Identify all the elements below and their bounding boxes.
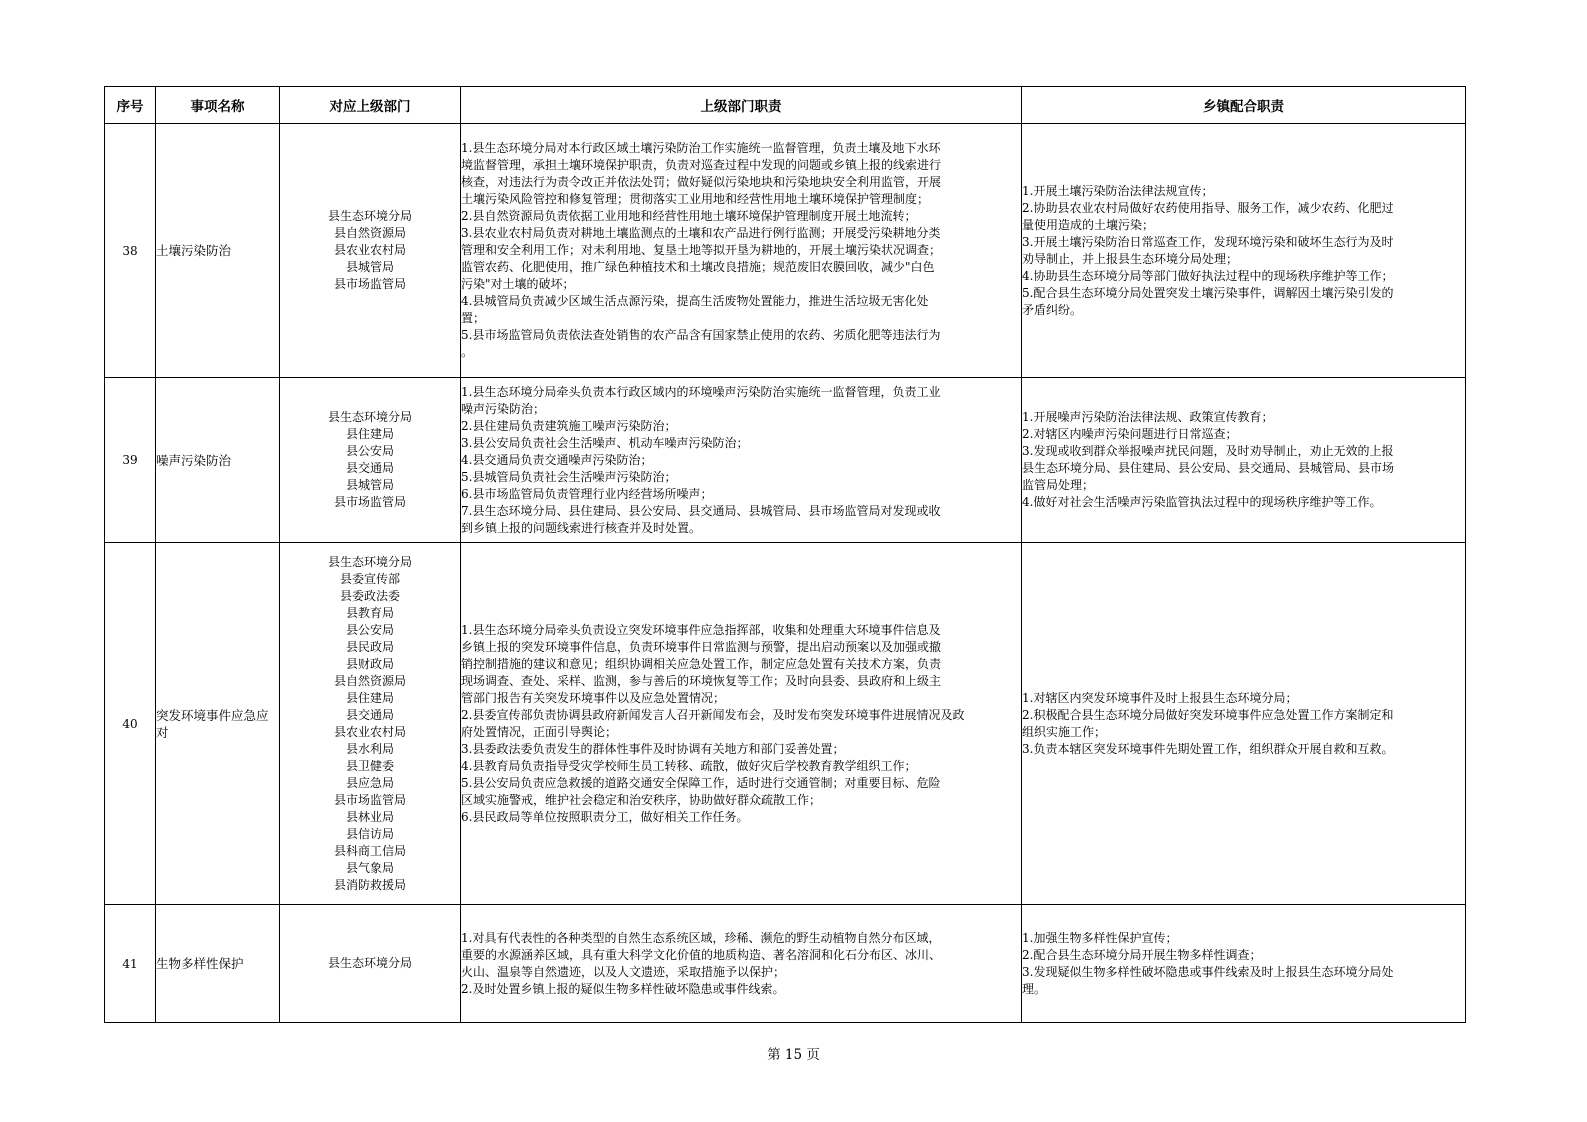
duty-line: 境监督管理，承担土壤环境保护职责，负责对巡查过程中发现的问题或乡镇上报的线索进行 [461, 158, 942, 172]
row-number: 39 [105, 378, 156, 543]
header-dept: 对应上级部门 [280, 87, 461, 124]
duty-line: 1.开展噪声污染防治法律法规、政策宣传教育； [1022, 410, 1274, 424]
duty-line: 4.县交通局负责交通噪声污染防治； [461, 452, 653, 467]
duty-line: 1.加强生物多样性保护宣传； [1022, 930, 1178, 945]
upper-duty [461, 378, 1022, 543]
dept-name: 县住建局 [345, 690, 394, 705]
dept-name: 县生态环境分局 [327, 554, 412, 569]
duty-line: 污染"对土壤的破坏； [461, 277, 575, 291]
duty-line: 到乡镇上报的问题线索进行核查并及时处置。 [461, 520, 702, 535]
town-duty [1022, 543, 1466, 905]
dept-name: 县消防救援局 [333, 877, 406, 892]
upper-duty [461, 905, 1022, 1023]
dept-list [280, 378, 461, 543]
header-town-duty: 乡镇配合职责 [1022, 87, 1466, 124]
duty-line: 监管局处理； [1022, 478, 1095, 492]
dept-name: 县财政局 [345, 656, 394, 671]
dept-name: 县卫健委 [345, 758, 394, 773]
duty-line: 。 [461, 345, 474, 359]
duty-line: 置； [461, 311, 486, 325]
duty-line: 乡镇上报的突发环境事件信息，负责环境事件日常监测与预警，提出启动预案以及加强或撤 [461, 639, 942, 654]
duty-table [104, 86, 1466, 1023]
table-row [105, 543, 1466, 905]
item-name: 突发环境事件应急应对 [156, 543, 280, 905]
duty-line: 现场调查、查处、采样、监测，参与善后的环境恢复等工作；及时向县委、县政府和上级主 [461, 673, 942, 688]
duty-line: 7.县生态环境分局、县住建局、县公安局、县交通局、县城管局、县市场监管局对发现或收 [461, 503, 941, 518]
duty-line: 6.县市场监管局负责管理行业内经营场所噪声； [461, 486, 713, 501]
duty-line: 1.开展土壤污染防治法律法规宣传； [1022, 183, 1214, 198]
duty-line: 矛盾纠纷。 [1022, 302, 1083, 317]
dept-name: 县生态环境分局 [327, 410, 412, 424]
dept-name: 县信访局 [345, 826, 394, 841]
upper-duty [461, 124, 1022, 378]
duty-line: 4.做好对社会生活噪声污染监管执法过程中的现场秩序维护等工作。 [1022, 495, 1382, 509]
duty-line: 5.配合县生态环境分局处置突发土壤污染事件，调解因土壤污染引发的 [1022, 285, 1394, 300]
duty-line: 2.县住建局负责建筑施工噪声污染防治； [461, 418, 677, 433]
duty-line: 2.县委宣传部负责协调县政府新闻发言人召开新闻发布会，及时发布突发环境事件进展情况及政 [461, 707, 965, 722]
town-duty [1022, 124, 1466, 378]
duty-line: 2.协助县农业农村局做好农药使用指导、服务工作，减少农药、化肥过 [1022, 200, 1394, 215]
duty-line: 3.县公安局负责社会生活噪声、机动车噪声污染防治； [461, 435, 749, 450]
item-name: 土壤污染防治 [156, 124, 280, 378]
upper-duty [461, 543, 1022, 905]
row-number: 40 [105, 543, 156, 905]
dept-name: 县委宣传部 [339, 571, 400, 586]
table-row [105, 905, 1466, 1023]
header-row [105, 87, 1466, 124]
dept-name: 县农业农村局 [333, 724, 406, 739]
dept-name: 县市场监管局 [333, 495, 406, 509]
dept-name: 县公安局 [345, 622, 394, 637]
table-row [105, 378, 1466, 543]
dept-name: 县科商工信局 [333, 843, 406, 858]
dept-name: 县民政局 [345, 639, 394, 654]
dept-name: 县城管局 [345, 478, 394, 492]
duty-line: 区域实施警戒，维护社会稳定和治安秩序，协助做好群众疏散工作； [461, 792, 822, 807]
dept-list [280, 124, 461, 378]
dept-name: 县公安局 [345, 444, 394, 458]
duty-line: 3.发现疑似生物多样性破坏隐患或事件线索及时上报县生态环境分局处 [1022, 964, 1394, 979]
page-number: 第 15 页 [767, 1047, 820, 1063]
duty-line: 4.县教育局负责指导受灾学校师生员工转移、疏散，做好灾后学校教育教学组织工作； [461, 758, 917, 773]
duty-line: 4.县城管局负责减少区域生活点源污染，提高生活废物处置能力，推进生活垃圾无害化处 [461, 294, 929, 308]
duty-line: 6.县民政局等单位按照职责分工，做好相关工作任务。 [461, 809, 749, 824]
duty-line: 1.县生态环境分局牵头负责本行政区域内的环境噪声污染防治实施统一监督管理，负责工业 [461, 384, 941, 399]
duty-line: 5.县城管局负责社会生活噪声污染防治； [461, 469, 677, 484]
header-seq: 序号 [105, 87, 156, 124]
duty-line: 2.县自然资源局负责依据工业用地和经营性用地土壤环境保护管理制度开展土地流转； [461, 209, 917, 223]
dept-name: 县城管局 [345, 260, 394, 274]
duty-line: 3.县委政法委负责发生的群体性事件及时协调有关地方和部门妥善处置； [461, 741, 845, 756]
duty-line: 1.县生态环境分局对本行政区域土壤污染防治工作实施统一监督管理，负责土壤及地下水环 [461, 141, 941, 155]
duty-line: 3.发现或收到群众举报噪声扰民问题，及时劝导制止，劝止无效的上报 [1022, 444, 1394, 458]
dept-name: 县市场监管局 [333, 792, 406, 807]
dept-name: 县市场监管局 [333, 277, 406, 291]
dept-list [280, 905, 461, 1023]
duty-line: 1.县生态环境分局牵头负责设立突发环境事件应急指挥部，收集和处理重大环境事件信息及 [461, 622, 941, 637]
duty-line: 组织实施工作； [1022, 724, 1107, 739]
dept-name: 县应急局 [345, 775, 394, 790]
dept-name: 县林业局 [345, 809, 394, 824]
duty-line: 核查，对违法行为责令改正并依法处罚；做好疑似污染地块和污染地块安全利用监管，开展 [461, 175, 942, 189]
dept-name: 县交通局 [345, 707, 394, 722]
table-body [105, 124, 1466, 1023]
item-name: 噪声污染防治 [156, 378, 280, 543]
table-row [105, 124, 1466, 378]
dept-name: 县水利局 [345, 741, 394, 756]
town-duty [1022, 378, 1466, 543]
duty-line: 监管农药、化肥使用，推广绿色种植技术和土壤改良措施；规范废旧农膜回收，减少"白色 [461, 260, 935, 274]
dept-name: 县气象局 [345, 860, 394, 875]
row-number: 38 [105, 124, 156, 378]
duty-line: 2.及时处置乡镇上报的疑似生物多样性破坏隐患或事件线索。 [461, 981, 785, 996]
duty-line: 管部门报告有关突发环境事件以及应急处置情况； [461, 690, 726, 705]
header-name: 事项名称 [156, 87, 280, 124]
dept-name: 县生态环境分局 [327, 956, 412, 970]
row-number: 41 [105, 905, 156, 1023]
dept-name: 县农业农村局 [333, 243, 406, 257]
duty-line: 3.开展土壤污染防治日常巡查工作，发现环境污染和破坏生态行为及时 [1022, 234, 1394, 249]
duty-line: 销控制措施的建议和意见；组织协调相关应急处置工作，制定应急处置有关技术方案，负责 [461, 656, 942, 671]
duty-line: 理。 [1022, 981, 1047, 996]
duty-line: 3.县农业农村局负责对耕地土壤监测点的土壤和农产品进行例行监测；开展受污染耕地分类 [461, 226, 941, 240]
duty-line: 1.对辖区内突发环境事件及时上报县生态环境分局； [1022, 690, 1298, 705]
duty-line: 管理和安全利用工作；对未利用地、复垦土地等拟开垦为耕地的，开展土壤污染状况调查； [461, 243, 942, 257]
duty-line: 火山、温泉等自然遗迹，以及人文遗迹，采取措施予以保护； [461, 964, 786, 979]
dept-name: 县委政法委 [339, 588, 400, 603]
dept-name: 县自然资源局 [333, 673, 406, 688]
duty-line: 府处置情况，正面引导舆论； [461, 724, 618, 739]
duty-line: 土壤污染风险管控和修复管理；贯彻落实工业用地和经营性用地土壤环境保护管理制度； [461, 192, 930, 206]
dept-name: 县自然资源局 [333, 226, 406, 240]
town-duty [1022, 905, 1466, 1023]
duty-line: 3.负责本辖区突发环境事件先期处置工作，组织群众开展自救和互救。 [1022, 741, 1394, 756]
dept-name: 县交通局 [345, 461, 394, 475]
dept-name: 县教育局 [345, 605, 394, 620]
duty-line: 5.县市场监管局负责依法查处销售的农产品含有国家禁止使用的农药、劣质化肥等违法行为 [461, 328, 941, 342]
item-name: 生物多样性保护 [156, 905, 280, 1023]
duty-line: 2.对辖区内噪声污染问题进行日常巡查； [1022, 427, 1238, 441]
header-upper-duty: 上级部门职责 [461, 87, 1022, 124]
duty-line: 量使用造成的土壤污染； [1022, 217, 1155, 232]
dept-name: 县住建局 [345, 427, 394, 441]
duty-line: 县生态环境分局、县住建局、县公安局、县交通局、县城管局、县市场 [1022, 461, 1395, 475]
duty-line: 重要的水源涵养区域，具有重大科学文化价值的地质构造、著名溶洞和化石分布区、冰川、 [461, 947, 942, 962]
dept-name: 县生态环境分局 [327, 209, 412, 223]
duty-line: 噪声污染防治； [461, 401, 546, 416]
duty-line: 4.协助县生态环境分局等部门做好执法过程中的现场秩序维护等工作； [1022, 268, 1394, 283]
duty-line: 1.对具有代表性的各种类型的自然生态系统区域，珍稀、濒危的野生动植物自然分布区域， [461, 930, 941, 945]
duty-line: 5.县公安局负责应急救援的道路交通安全保障工作，适时进行交通管制；对重要目标、危险 [461, 775, 941, 790]
dept-list [280, 543, 461, 905]
table-header [105, 87, 1466, 124]
duty-line: 2.积极配合县生态环境分局做好突发环境事件应急处置工作方案制定和 [1022, 707, 1394, 722]
duty-line: 2.配合县生态环境分局开展生物多样性调查； [1022, 947, 1262, 962]
duty-line: 劝导制止，并上报县生态环境分局处理； [1022, 251, 1239, 266]
